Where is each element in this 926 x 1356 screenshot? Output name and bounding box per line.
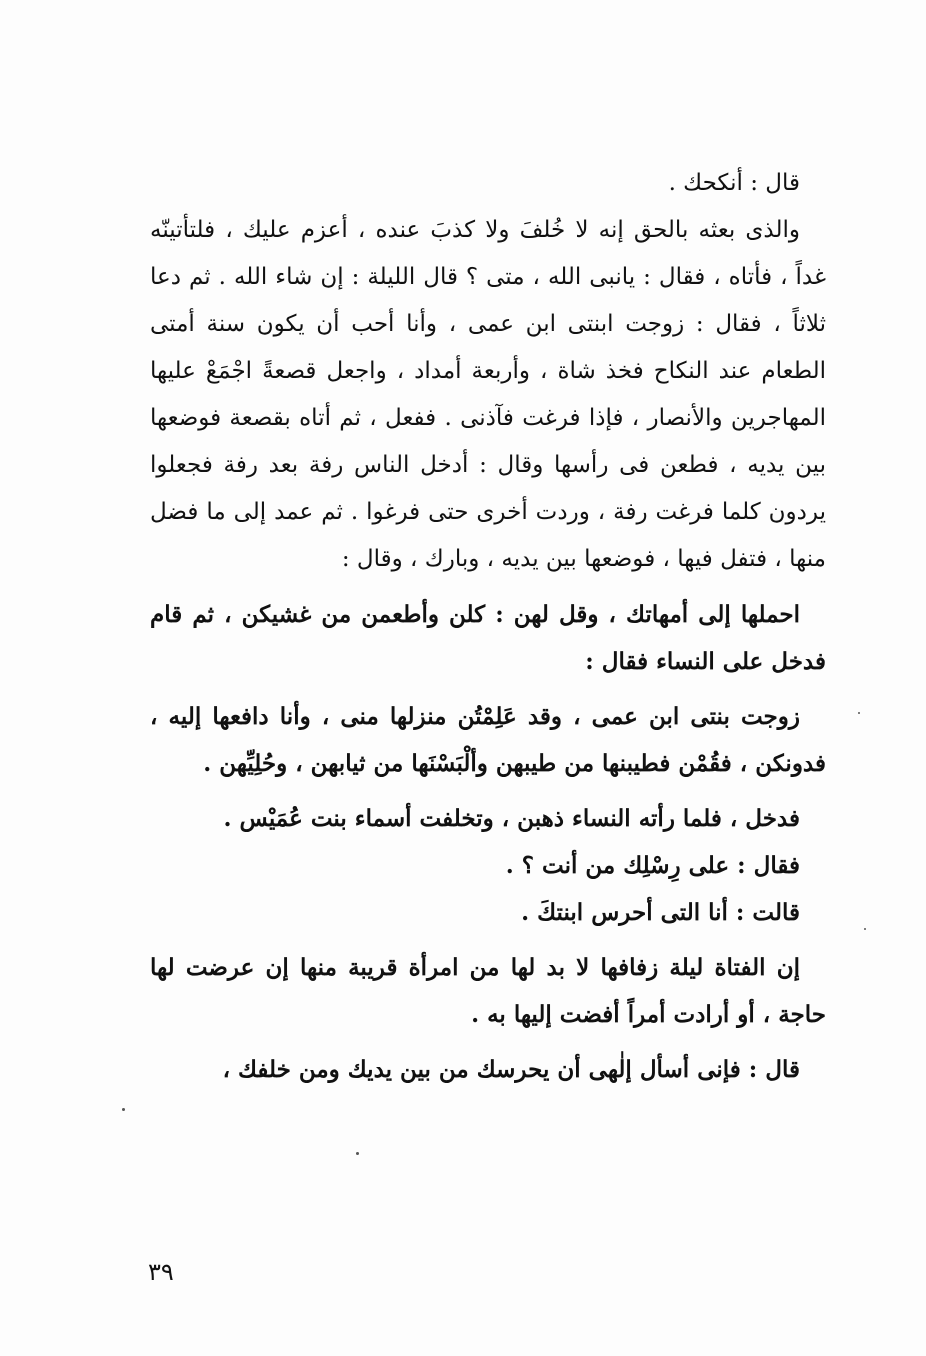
paragraph-2: والذى بعثه بالحق إنه لا خُلفَ ولا كذبَ عنده ، أعزم عليك ، فلتأتينّه غداً ، فأتاه ، فقال : يانبى الله ، متى ؟ قال الليلة : إن شاء الله . ثم دعا ثلاثاً ، فقال : زوجت ابنتى ابن عمى ، وأنا أحب أن يكون سنة أمتى الطعام عند النكاح فخذ شاة ، وأربعة أمداد ، واجعل قصعةً اجْمَعْ عليها المهاجرين والأنصار ، فإذا فرغت فآذنى . ففعل ، ثم أتاه بقصعة فوضعها بين يديه ، فطعن فى رأسها وقال : أدخل الناس رفة بعد رفة فجعلوا يردون كلما فرغت رفة ، وردت أخرى حتى فرغوا . ثم عمد إلى ما فضل منها ، فتفل فيها ، فوضعها بين يديه ، وبارك ، وقال : — [150, 217, 826, 572]
paragraph-1: قال : أنكحك . — [668, 170, 800, 196]
paragraph-4: زوجت بنتى ابن عمى ، وقد عَلِمْتُن منزلها منى ، وأنا دافعها إليه ، فدونكن ، فقُمْن فطيبنها من طيبهن وألْبَسْنَها من ثيابهن ، وحُلِيِّهن . — [150, 703, 826, 777]
paragraph-6: فقال : على رِسْلِك من أنت ؟ . — [505, 852, 800, 879]
paragraph-8: إن الفتاة ليلة زفافها لا بد لها من امرأة قريبة منها إن عرضت لها حاجة ، أو أرادت أمراً أفضت إليها به . — [150, 954, 826, 1028]
paragraph-5: فدخل ، فلما رأته النساء ذهبن ، وتخلفت أسماء بنت عُمَيْس . — [223, 805, 800, 832]
scan-speck — [864, 928, 866, 930]
paragraph-7: قالت : أنا التى أحرس ابنتكَ . — [521, 899, 800, 926]
paragraph-9: قال : فإنى أسأل إلٰهى أن يحرسك من بين يديك ومن خلفك ، — [222, 1056, 800, 1083]
scan-speck — [356, 1152, 359, 1155]
page-body — [150, 160, 826, 1093]
paragraph-3: احملها إلى أمهاتك ، وقل لهن : كلن وأطعمن من غشيكن ، ثم قام فدخل على النساء فقال : — [150, 601, 826, 675]
page-number: ٣٩ — [148, 1258, 174, 1286]
scan-speck — [122, 1108, 125, 1111]
scan-speck — [858, 712, 860, 714]
